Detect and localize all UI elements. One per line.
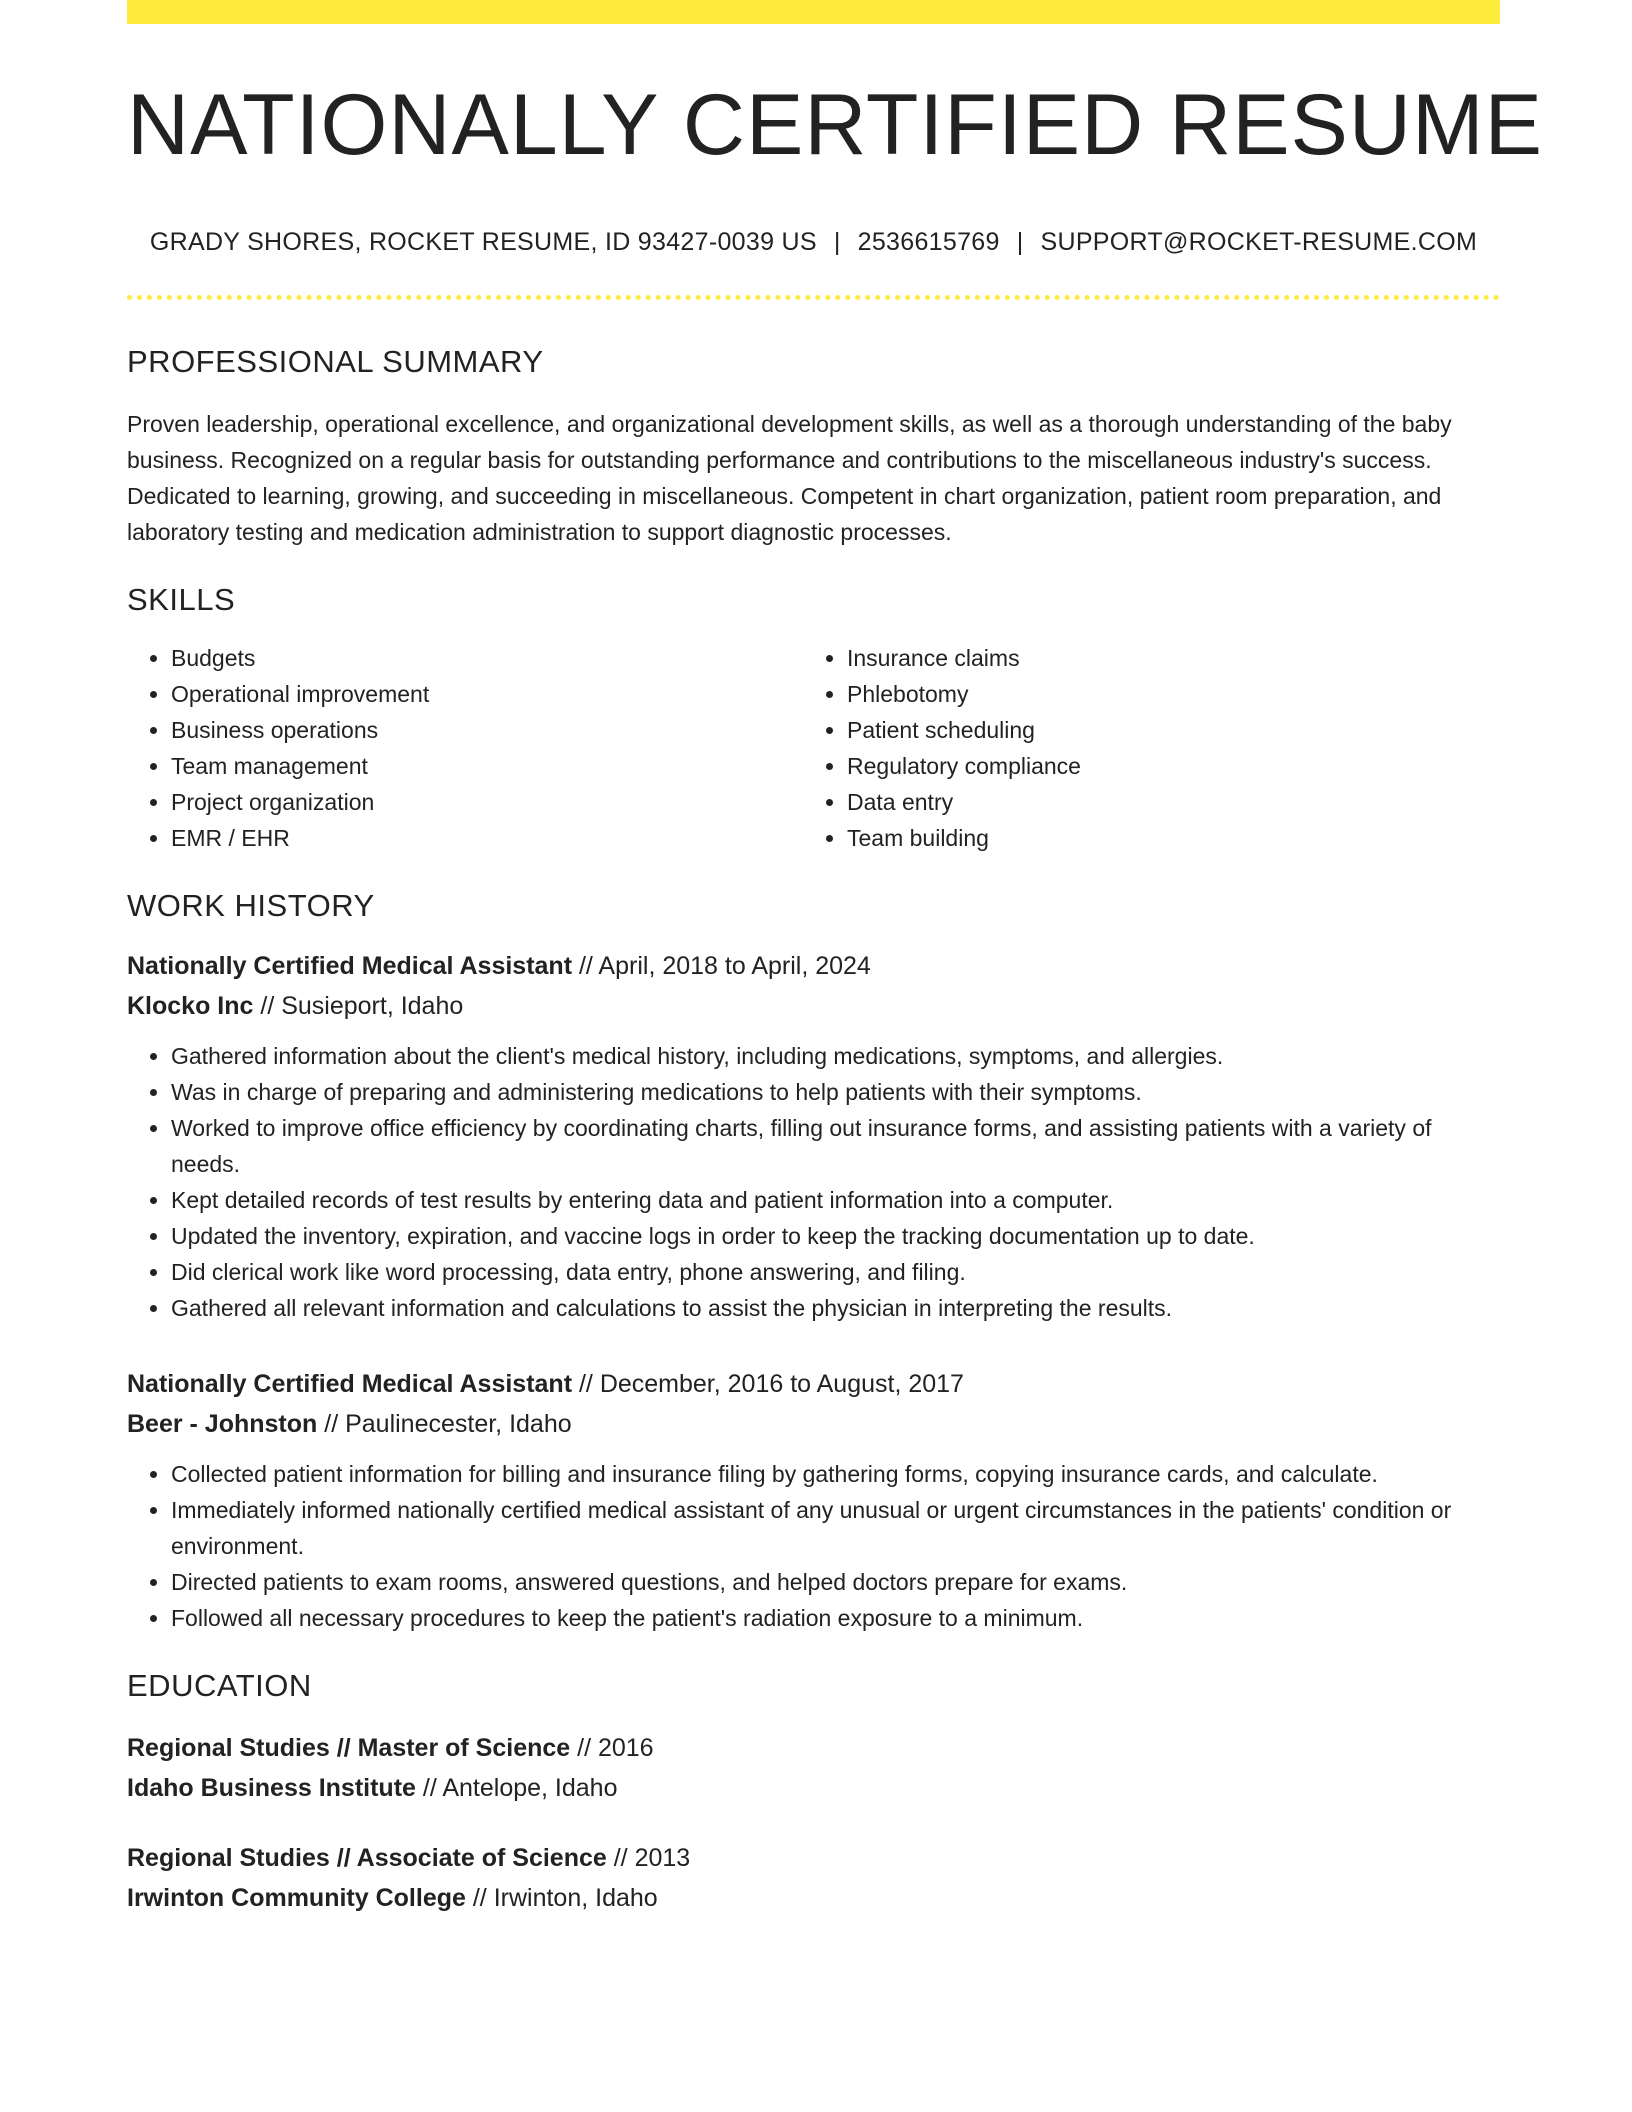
job-company: Klocko Inc	[127, 992, 254, 1020]
skill-item: • Patient scheduling	[847, 712, 1479, 748]
skills-list	[127, 640, 1500, 856]
duty-item: • Gathered all relevant information and calculations to assist the physician in interpreting the results.	[171, 1290, 1500, 1326]
degree: Regional Studies // Master of Science	[127, 1734, 571, 1762]
duty-item: • Directed patients to exam rooms, answered questions, and helped doctors prepare for exams.	[171, 1564, 1500, 1600]
duty-item: • Collected patient information for billing and insurance filing by gathering forms, copying insurance cards, and calculate.	[171, 1456, 1500, 1492]
job-duties	[127, 1456, 1500, 1636]
skills-heading: SKILLS	[127, 582, 236, 617]
skill-item: • Team building	[847, 820, 1479, 856]
skill-item: • Phlebotomy	[847, 676, 1479, 712]
job-header	[127, 1364, 1500, 1444]
school: Irwinton Community College	[127, 1884, 466, 1912]
job-location: // Paulinecester, Idaho	[317, 1410, 572, 1438]
top-accent-bar	[127, 0, 1500, 24]
duty-item: • Kept detailed records of test results by entering data and patient information into a computer.	[171, 1182, 1500, 1218]
school-line	[127, 1768, 1500, 1808]
skill-item: • Operational improvement	[171, 676, 803, 712]
duty-item: • Worked to improve office efficiency by coordinating charts, filling out insurance forms, and assisting patients with a variety of needs.	[171, 1110, 1500, 1182]
school-location: // Antelope, Idaho	[415, 1774, 618, 1802]
skill-item: • EMR / EHR	[171, 820, 803, 856]
job-location: // Susieport, Idaho	[253, 992, 464, 1020]
resume-title: NATIONALLY CERTIFIED RESUME	[127, 77, 1544, 173]
summary-text: Proven leadership, operational excellence, and organizational development skills, as well as a thorough understanding of the baby business. Recognized on a regular basis for outstanding performance and contributions to the miscellaneous industry's success. Dedicated to learning, growing, and succeeding in miscellaneous. Competent in chart organization, patient room preparation, and laboratory testing and medication administration to support diagnostic processes.	[127, 411, 1452, 545]
school-location: // Irwinton, Idaho	[465, 1884, 658, 1912]
contact-phone: 2536615769	[857, 228, 1000, 256]
degree-line	[127, 1838, 1500, 1878]
job-company: Beer - Johnston	[127, 1410, 318, 1438]
contact-separator: |	[1016, 228, 1024, 256]
skill-item: • Insurance claims	[847, 640, 1479, 676]
job-dates: // December, 2016 to August, 2017	[572, 1370, 964, 1398]
degree: Regional Studies // Associate of Science	[127, 1844, 607, 1872]
skills-column-left	[127, 640, 803, 856]
skill-item: • Team management	[171, 748, 803, 784]
degree-year: // 2013	[606, 1844, 691, 1872]
school-line	[127, 1878, 1500, 1918]
skill-item: • Project organization	[171, 784, 803, 820]
contact-line	[127, 228, 1500, 257]
skills-column-right	[803, 640, 1479, 856]
job-company-line	[127, 986, 1500, 1026]
contact-separator: |	[833, 228, 841, 256]
duty-item: • Immediately informed nationally certified medical assistant of any unusual or urgent circumstances in the patients' condition or environment.	[171, 1492, 1500, 1564]
skill-item: • Budgets	[171, 640, 803, 676]
job-title: Nationally Certified Medical Assistant	[127, 952, 573, 980]
job-header	[127, 946, 1500, 1026]
job-title-line	[127, 946, 1500, 986]
job-title-line	[127, 1364, 1500, 1404]
duty-item: • Did clerical work like word processing, data entry, phone answering, and filing.	[171, 1254, 1500, 1290]
resume-page	[127, 0, 1544, 1918]
degree-year: // 2016	[570, 1734, 654, 1762]
education-heading: EDUCATION	[127, 1668, 312, 1703]
summary-heading: PROFESSIONAL SUMMARY	[127, 344, 544, 379]
contact-address: GRADY SHORES, ROCKET RESUME, ID 93427-0039 US	[149, 228, 817, 256]
job-title: Nationally Certified Medical Assistant	[127, 1370, 573, 1398]
work-history-heading: WORK HISTORY	[127, 888, 375, 923]
contact-email: SUPPORT@ROCKET-RESUME.COM	[1040, 228, 1478, 256]
duty-item: • Updated the inventory, expiration, and vaccine logs in order to keep the tracking documentation up to date.	[171, 1218, 1500, 1254]
duty-item: • Gathered information about the client's medical history, including medications, symptoms, and allergies.	[171, 1038, 1500, 1074]
job-dates: // April, 2018 to April, 2024	[572, 952, 871, 980]
education-entry	[127, 1728, 1500, 1808]
degree-line	[127, 1728, 1500, 1768]
job-company-line	[127, 1404, 1500, 1444]
education-entry	[127, 1838, 1500, 1918]
job-duties	[127, 1038, 1500, 1326]
header-divider	[127, 295, 1500, 300]
school: Idaho Business Institute	[127, 1774, 416, 1802]
skill-item: • Regulatory compliance	[847, 748, 1479, 784]
duty-item: • Followed all necessary procedures to keep the patient's radiation exposure to a minimum.	[171, 1600, 1500, 1636]
skill-item: • Data entry	[847, 784, 1479, 820]
skill-item: • Business operations	[171, 712, 803, 748]
duty-item: • Was in charge of preparing and administering medications to help patients with their symptoms.	[171, 1074, 1500, 1110]
